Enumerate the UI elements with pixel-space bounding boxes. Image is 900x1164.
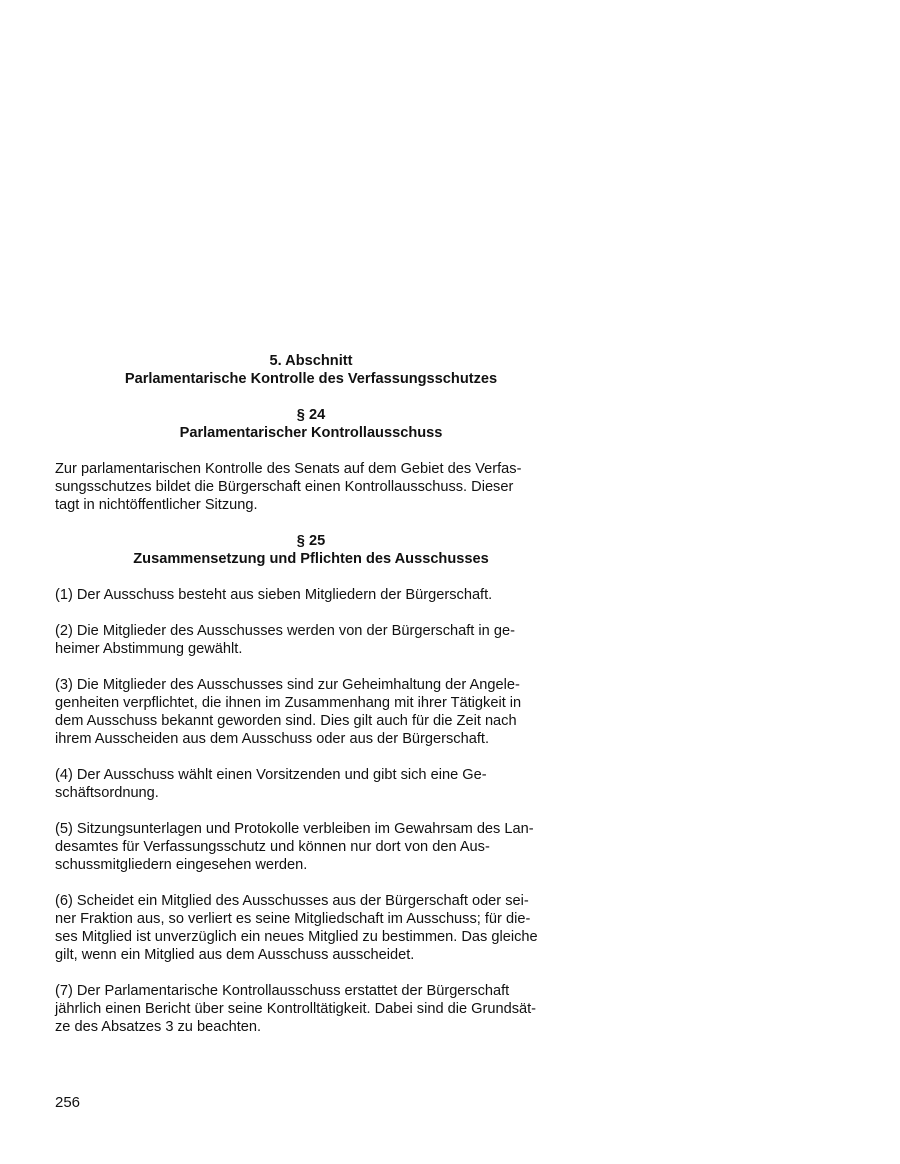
paragraph-25-number: § 25: [296, 533, 326, 549]
paragraph-25-item-4: (4) Der Ausschuss wählt einen Vorsitzenden und gibt sich eine Ge- schäftsordnung.: [55, 767, 487, 801]
paragraph-24-heading: [55, 406, 567, 442]
section-number: 5. Abschnitt: [269, 353, 353, 369]
paragraph-24-number: § 24: [296, 407, 326, 423]
paragraph-25-heading: [55, 532, 567, 568]
page-number: 256: [55, 1094, 81, 1111]
paragraph-24-title: Parlamentarischer Kontrollausschuss: [179, 425, 443, 441]
paragraph-25-item-1: (1) Der Ausschuss besteht aus sieben Mitgliedern der Bürgerschaft.: [55, 587, 493, 603]
paragraph-25-title: Zusammensetzung und Pflichten des Ausschusses: [133, 551, 489, 567]
paragraph-25-item-7: (7) Der Parlamentarische Kontrollausschuss erstattet der Bürgerschaft jährlich einen Bericht über seine Kontrolltätigkeit. Dabei sind die Grundsät- ze des Absatzes 3 zu beachten.: [55, 983, 537, 1035]
section-heading: [55, 352, 567, 388]
paragraph-25-item-5: (5) Sitzungsunterlagen und Protokolle verbleiben im Gewahrsam des Lan- desamtes für Verfassungsschutz und können nur dort von den Aus- schussmitgliedern eingesehen werden.: [55, 821, 534, 873]
paragraph-24-text: Zur parlamentarischen Kontrolle des Senats auf dem Gebiet des Verfas- sungsschutzes bildet die Bürgerschaft einen Kontrollausschuss. Dieser tagt in nichtöffentlicher Sitzung.: [55, 461, 522, 513]
paragraph-25-item-3: (3) Die Mitglieder des Ausschusses sind zur Geheimhaltung der Angele- genheiten verpflichtet, die ihnen im Zusammenhang mit ihrer Tätigkeit in dem Ausschuss bekannt geworden sind. Dies gilt auch für die Zeit nach ihrem Ausscheiden aus dem Ausschuss oder aus der Bürgerschaft.: [55, 677, 522, 747]
page-content: [55, 352, 567, 1036]
paragraph-25-item-2: (2) Die Mitglieder des Ausschusses werden von der Bürgerschaft in ge- heimer Abstimmung gewählt.: [55, 623, 515, 657]
paragraph-25-item-6: (6) Scheidet ein Mitglied des Ausschusses aus der Bürgerschaft oder sei- ner Fraktion aus, so verliert es seine Mitgliedschaft im Ausschuss; für die- ses Mitglied ist unverzüglich ein neues Mitglied zu bestimmen. Das gleiche gilt, wenn ein Mitglied aus dem Ausschuss ausscheidet.: [55, 893, 538, 963]
section-title: Parlamentarische Kontrolle des Verfassungsschutzes: [124, 371, 498, 387]
